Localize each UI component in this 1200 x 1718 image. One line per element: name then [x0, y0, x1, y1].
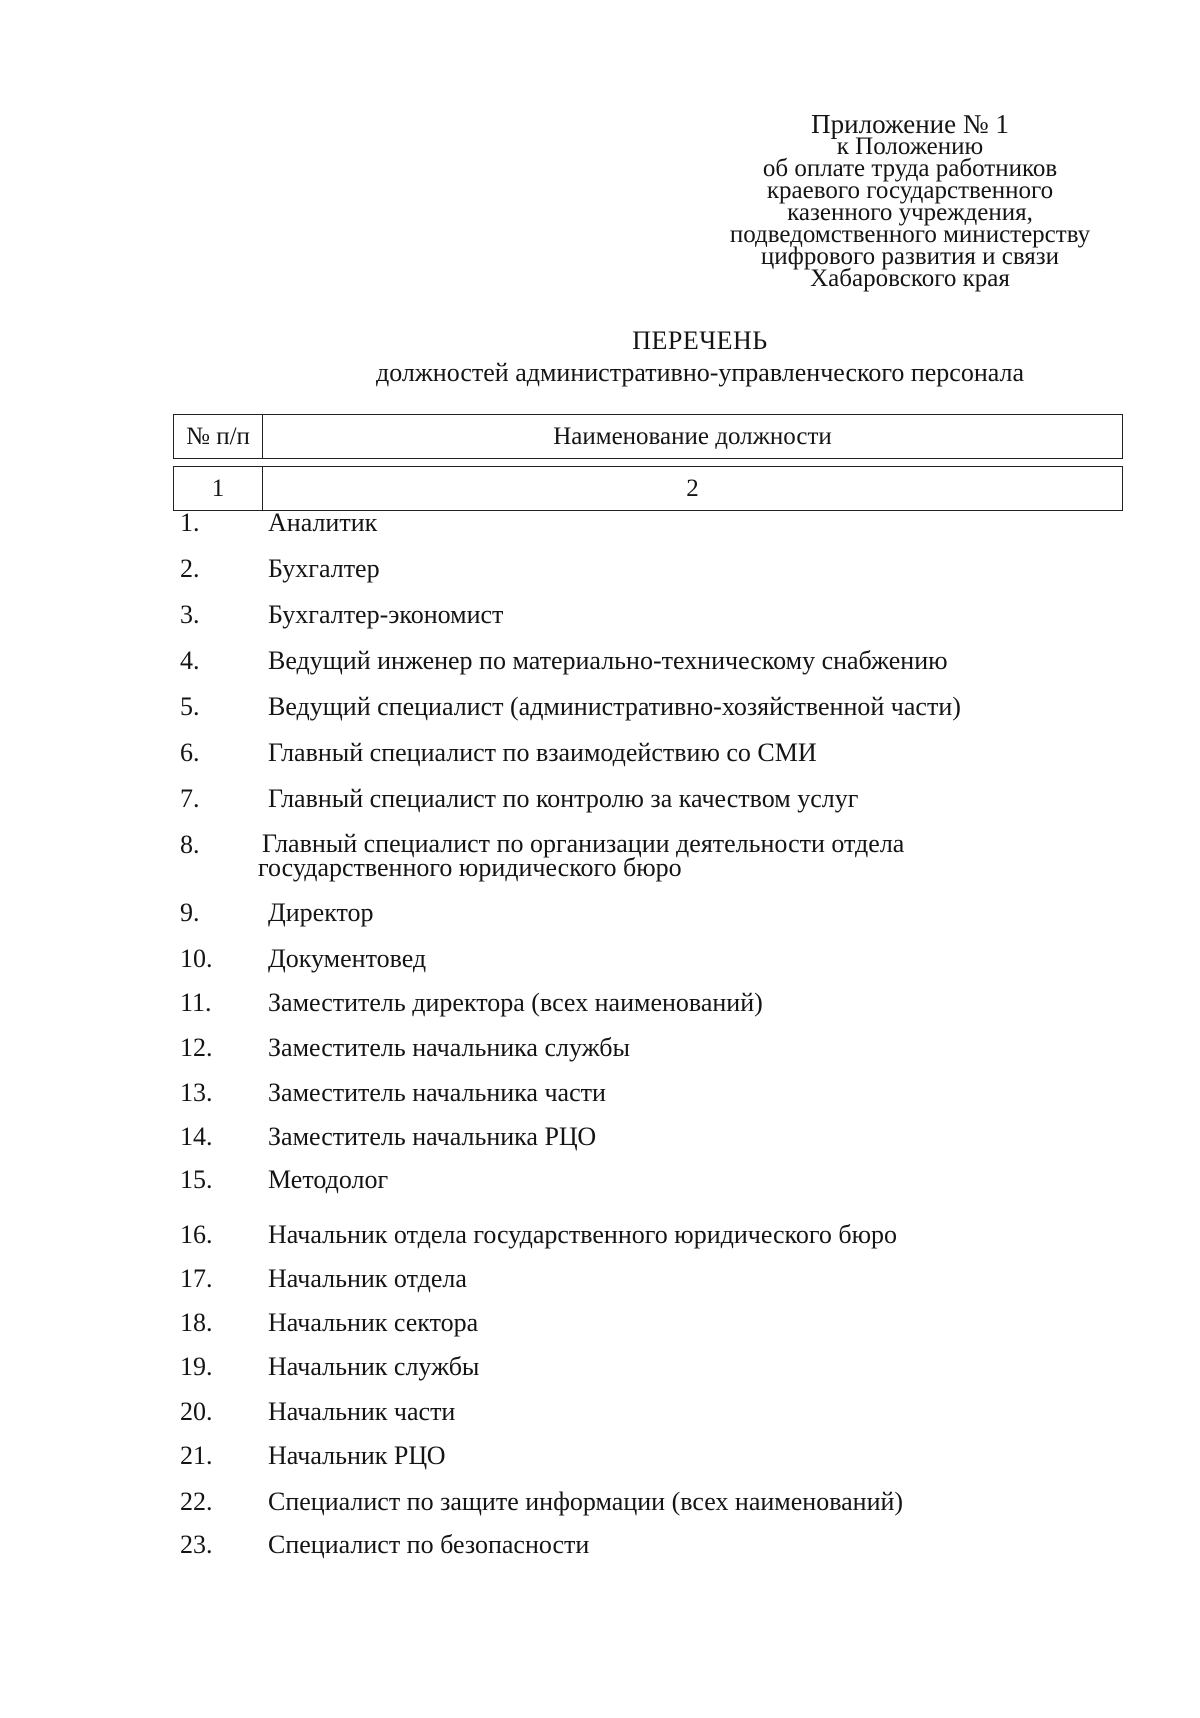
appendix-line: цифрового развития и связи [760, 243, 1060, 270]
item-number: 8. [180, 830, 200, 859]
item-name: Главный специалист по организации деятельности отдела государственного юридического бюро [258, 829, 905, 882]
item-name: Бухгалтер [268, 554, 380, 583]
appendix-line: подведомственного министерству [729, 221, 1091, 248]
item-number: 19. [180, 1352, 213, 1381]
item-number: 9. [180, 898, 200, 927]
item-number: 2. [180, 554, 200, 583]
item-name: Заместитель начальника части [268, 1078, 606, 1107]
appendix-line: Приложение № 1 [811, 109, 1009, 139]
item-name: Документовед [268, 944, 427, 973]
appendix-line: Хабаровского края [810, 265, 1010, 292]
item-number: 1. [180, 508, 200, 537]
numbering-cell-1: 1 [174, 467, 263, 510]
item-name: Начальник части [268, 1397, 456, 1426]
item-number: 16. [180, 1220, 213, 1249]
item-number: 22. [180, 1487, 213, 1516]
item-number: 13. [180, 1078, 213, 1107]
item-number: 20. [180, 1397, 213, 1426]
item-name: Начальник РЦО [268, 1441, 446, 1470]
item-number: 11. [180, 988, 212, 1017]
item-name: Заместитель начальника РЦО [268, 1122, 597, 1151]
item-name: Специалист по безопасности [268, 1530, 590, 1559]
document-title: ПЕРЕЧЕНЬ [632, 326, 768, 355]
item-name: Ведущий инженер по материально-техническому снабжению [268, 646, 948, 675]
item-name: Аналитик [268, 508, 378, 537]
header-position-cell: Наименование должности [553, 422, 832, 450]
item-name: Начальник службы [268, 1352, 480, 1381]
appendix-line: казенного учреждения, [787, 199, 1033, 226]
item-number: 17. [180, 1264, 213, 1293]
item-name: Начальник отдела государственного юридического бюро [268, 1220, 898, 1249]
item-number: 3. [180, 600, 200, 629]
item-number: 14. [180, 1122, 213, 1151]
item-number: 6. [180, 738, 200, 767]
item-name: Директор [268, 898, 374, 927]
item-name: Заместитель начальника службы [268, 1033, 630, 1062]
appendix-line: краевого государственного [766, 177, 1054, 204]
header-number-cell: № п/п [174, 415, 263, 458]
item-number: 21. [180, 1441, 213, 1470]
item-name: Главный специалист по взаимодействию со СМИ [268, 738, 817, 767]
item-name: Начальник сектора [268, 1308, 479, 1337]
appendix-line: к Положению [836, 133, 984, 160]
item-name: Методолог [268, 1165, 389, 1194]
item-name: Заместитель директора (всех наименований) [268, 988, 763, 1017]
item-number: 4. [180, 646, 200, 675]
item-number: 18. [180, 1308, 213, 1337]
appendix-line: об оплате труда работников [762, 155, 1058, 182]
item-number: 12. [180, 1033, 213, 1062]
item-number: 7. [180, 784, 200, 813]
item-number: 5. [180, 692, 200, 721]
item-number: 10. [180, 944, 213, 973]
item-name: Бухгалтер-экономист [268, 600, 504, 629]
numbering-cell-2: 2 [686, 474, 699, 502]
item-number: 23. [180, 1530, 213, 1559]
item-name: Специалист по защите информации (всех наименований) [268, 1487, 904, 1516]
document-subtitle: должностей административно-управленческого персонала [375, 358, 1025, 387]
item-name: Главный специалист по контролю за качеством услуг [268, 784, 859, 813]
item-number: 15. [180, 1165, 213, 1194]
item-name: Начальник отдела [268, 1264, 467, 1293]
item-name: Ведущий специалист (административно-хозяйственной части) [268, 692, 961, 721]
